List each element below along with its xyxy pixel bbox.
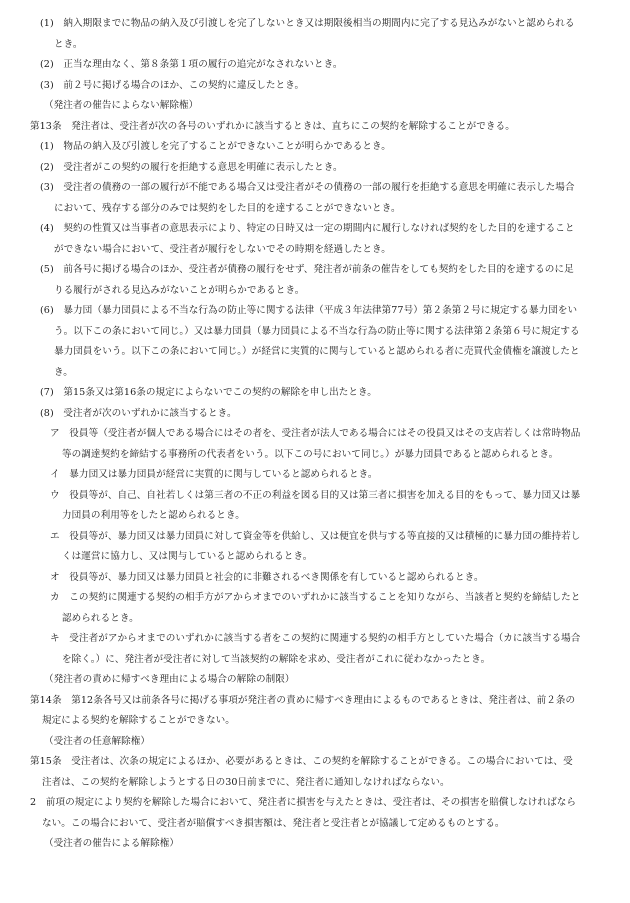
art13-item-1: (1) 物品の納入及び引渡しを完了することができないことが明らかであるとき。 (40, 141, 391, 152)
subitem-ka-cont: 認められるとき。 (62, 612, 139, 624)
item-1: (1) 納入期限までに物品の納入及び引渡しを完了しないとき又は期限後相当の期間内に完了する見込みがないと認められる (40, 18, 575, 29)
art13-item-3-cont: において、残存する部分のみでは契約をした目的を達することができないとき。 (54, 202, 401, 214)
heading-art16: （受注者の催告による解除権） (44, 838, 180, 849)
art13-item-4: (4) 契約の性質又は当事者の意思表示により、特定の日時又は一定の期間内に履行しなければ契約をした目的を達すること (40, 223, 575, 234)
subitem-a: ア 役員等（受注者が個人である場合にはその者を、受注者が法人である場合にはその役員又はその支店若しくは常時物品 (50, 428, 581, 439)
heading-art14: （発注者の責めに帰すべき理由による場合の解除の制限） (44, 674, 295, 685)
art13-item-6-cont-3: き。 (54, 366, 73, 378)
subitem-o: オ 役員等が、暴力団又は暴力団員と社会的に非難されるべき関係を有していると認められるとき。 (50, 571, 484, 583)
art13-item-5: (5) 前各号に掲げる場合のほか、受注者が債務の履行をせず、発注者が前条の催告をしても契約をした目的を達するのに足 (40, 264, 574, 275)
article-15: 第15条 受注者は、次条の規定によるほか、必要があるときは、この契約を解除することができる。この場合においては、受 (30, 756, 573, 767)
subitem-ki-cont: を除く。）に、発注者が受注者に対して当該契約の解除を求め、受注者がこれに従わなかったとき。 (62, 653, 491, 665)
subitem-e: エ 役員等が、暴力団又は暴力団員に対して資金等を供給し、又は便宜を供与する等直接的又は積極的に暴力団の維持若し (50, 530, 581, 542)
heading-art15: （受注者の任意解除権） (44, 735, 151, 747)
item-2: (2) 正当な理由なく、第８条第１項の履行の追完がなされないとき。 (40, 59, 343, 70)
art13-item-5-cont: りる履行がされる見込みがないことが明らかであるとき。 (54, 284, 305, 296)
article-15-cont: 注者は、この契約を解除しようとする日の30日前までに、発注者に通知しなければならない。 (42, 776, 450, 788)
item-3: (3) 前２号に掲げる場合のほか、この契約に違反したとき。 (40, 79, 305, 91)
art13-item-6-cont-1: う。以下この条において同じ。）又は暴力団員（暴力団員による不当な行為の防止等に関する法律第２条第６号に規定する (54, 325, 580, 337)
article-15-para-2-cont: ない。この場合において、受注者が賠償すべき損害額は、発注者と受注者とが協議して定めるものとする。 (42, 817, 505, 829)
subitem-e-cont: くは運営に協力し、又は関与していると認められるとき。 (62, 551, 313, 562)
article-14-cont: 規定による契約を解除することができない。 (42, 715, 235, 726)
subitem-u-cont: 力団員の利用等をしたと認められるとき。 (62, 510, 245, 521)
subitem-u: ウ 役員等が、自己、自社若しくは第三者の不正の利益を図る目的又は第三者に損害を加える目的をもって、暴力団又は暴 (50, 489, 581, 501)
art13-item-6: (6) 暴力団（暴力団員による不当な行為の防止等に関する法律（平成３年法律第77号）第２条第２号に規定する暴力団をい (40, 305, 578, 316)
art13-item-2: (2) 受注者がこの契約の履行を拒絶する意思を明確に表示したとき。 (40, 161, 343, 173)
art13-item-3: (3) 受注者の債務の一部の履行が不能である場合又は受注者がその債務の一部の履行を拒絶する意思を明確に表示した場合 (40, 182, 575, 193)
article-15-para-2: 2 前項の規定により契約を解除した場合において、発注者に損害を与えたときは、受注者は、その損害を賠償しなければなら (30, 797, 577, 808)
article-13: 第13条 発注者は、受注者が次の各号のいずれかに該当するときは、直ちにこの契約を解除することができる。 (30, 120, 515, 132)
subitem-a-cont: 等の調達契約を締結する事務所の代表者をいう。以下この号において同じ。）が暴力団員であると認められるとき。 (62, 448, 559, 460)
art13-item-7: (7) 第15条又は第16条の規定によらないでこの契約の解除を申し出たとき。 (40, 387, 377, 398)
item-1-cont: とき。 (54, 38, 83, 50)
art13-item-4-cont: ができない場合において、受注者が履行をしないでその時期を経過したとき。 (54, 243, 391, 255)
art13-item-6-cont-2: 暴力団員をいう。以下この条において同じ。）が経営に実質的に関与していると認められる者に売買代金債権を譲渡したと (54, 346, 580, 357)
subitem-ki: キ 受注者がアからオまでのいずれかに該当する者をこの契約に関連する契約の相手方としていた場合（カに該当する場合 (50, 633, 581, 644)
article-14: 第14条 第12条各号又は前条各号に掲げる事項が発注者の責めに帰すべき理由によるものであるときは、発注者は、前２条の (30, 694, 576, 706)
subitem-ka: カ この契約に関連する契約の相手方がアからオまでのいずれかに該当することを知りながら、当該者と契約を締結したと (50, 592, 581, 603)
heading-art13: （発注者の催告によらない解除権） (44, 100, 199, 111)
art13-item-8: (8) 受注者が次のいずれかに該当するとき。 (40, 407, 237, 419)
subitem-i: イ 暴力団又は暴力団員が経営に実質的に関与していると認められるとき。 (50, 469, 378, 480)
